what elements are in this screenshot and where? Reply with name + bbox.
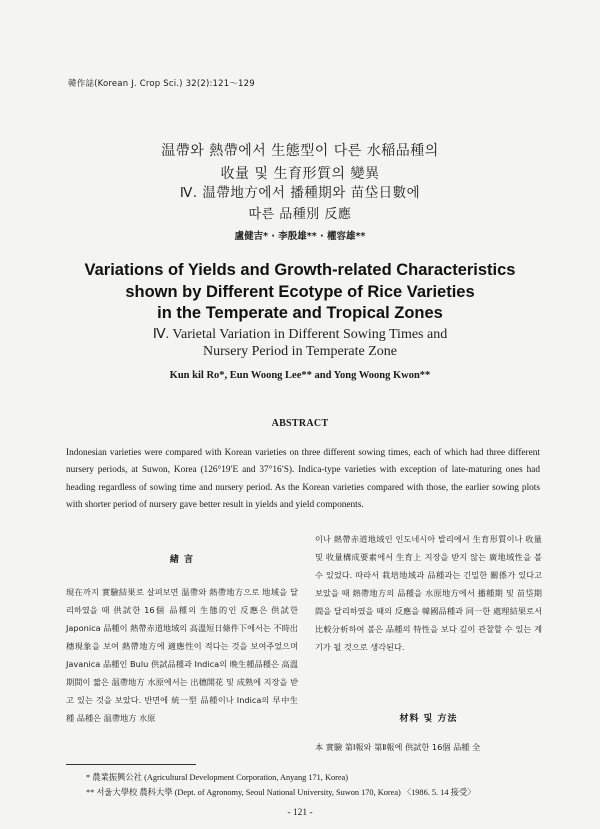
english-subtitle-line-1: Ⅳ. Varietal Variation in Different Sowing Times and — [152, 327, 448, 342]
introduction-body: 現在까지 實驗結果로 살펴보면 温帶와 熱帶地方으로 地域을 달리하였을 때 供試한 16個 品種의 生態的인 反應은 供試한 Japonica 品種이 熱帶赤道地域의 高溫短日條件下에서는 不時出穗現象을 보여 熱帶地方에 適應性이 적다는 것을 보여주었으며 Javanica 品種인 Bulu 供試品種과 Indica의 晩生種品種은 高溫期間이 짧은 温帶地方 水原에서는 出穗開花 및 成熟에 지장을 받고 있는 것을 보았다. 반면에 統一型 品種이나 Indica의 早中生種 品種은 温帶地方 水原 — [66, 587, 298, 723]
methods-body: 本 實驗 第Ⅰ報와 第Ⅱ報에 供試한 16個 品種 全 — [315, 742, 481, 752]
abstract-heading: ABSTRACT — [271, 418, 329, 429]
methods-heading: 材料 및 方法 — [399, 714, 458, 724]
english-title-line-3: in the Temperate and Tropical Zones — [157, 304, 443, 322]
introduction-heading: 緖 言 — [169, 555, 195, 565]
footnote-2: ** 서울大學校 農科大學 (Dept. of Agronomy, Seoul National University, Suwon 170, Korea) 〈1986. 5. 14 接受〉 — [86, 788, 476, 797]
english-title-line-1: Variations of Yields and Growth-related Characteristics — [84, 261, 516, 279]
abstract-body: Indonesian varieties were compared with Korean varieties on three different sowing times, each of which had three different nursery periods, at Suwon, Korea (126°19′E and 37°16′S). Indica-type varieties with exception of late-maturing ones had heading regardless of sowing time and nursery period. As the Korean varieties compared with those, the earlier sowing plots with shorter period of nursery gave better result in yields and yield components. — [66, 448, 540, 510]
korean-title-line-4: 따른 品種別 反應 — [248, 207, 352, 222]
footnote-divider — [66, 764, 196, 765]
korean-authors: 盧健吉* · 李殷雄** · 權容雄** — [234, 231, 366, 242]
page-number: - 121 - — [287, 808, 313, 818]
korean-title-line-1: 温帶와 熱帶에서 生態型이 다른 水稲品種의 — [161, 143, 439, 159]
korean-title-line-3: Ⅳ. 温帶地方에서 播種期와 苗垈日數에 — [179, 185, 421, 201]
english-subtitle-line-2: Nursery Period in Temperate Zone — [203, 344, 397, 359]
korean-title-line-2: 收量 및 生育形質의 變異 — [220, 166, 380, 182]
right-column-body: 이나 熱帶赤道地域인 인도네시아 발리에서 生育形質이나 收量 및 收量構成要素에서 生育上 지장을 받지 않는 廣地域性을 볼 수 있었다. 따라서 栽培地域과 品種과는 긴밀한 關係가 있다고 보았을 때 熱帶地方의 品種을 水原地方에서 播種期 및 苗垈期間을 달리하였을 때의 反應을 韓國品種과 同一한 處理結果로서 比較分析하여 볼은 品種의 特性을 보다 깊이 관찰할 수 있는 계기가 될 것으로 생각된다. — [315, 534, 542, 652]
english-title-line-2: shown by Different Ecotype of Rice Varieties — [125, 283, 475, 301]
journal-citation: 韓作誌(Korean J. Crop Sci.) 32(2):121～129 — [68, 79, 255, 89]
footnote-1: * 農業振興公社 (Agricultural Development Corporation, Anyang 171, Korea) — [86, 773, 348, 782]
english-authors: Kun kil Ro*, Eun Woong Lee** and Yong Woong Kwon** — [169, 370, 431, 381]
